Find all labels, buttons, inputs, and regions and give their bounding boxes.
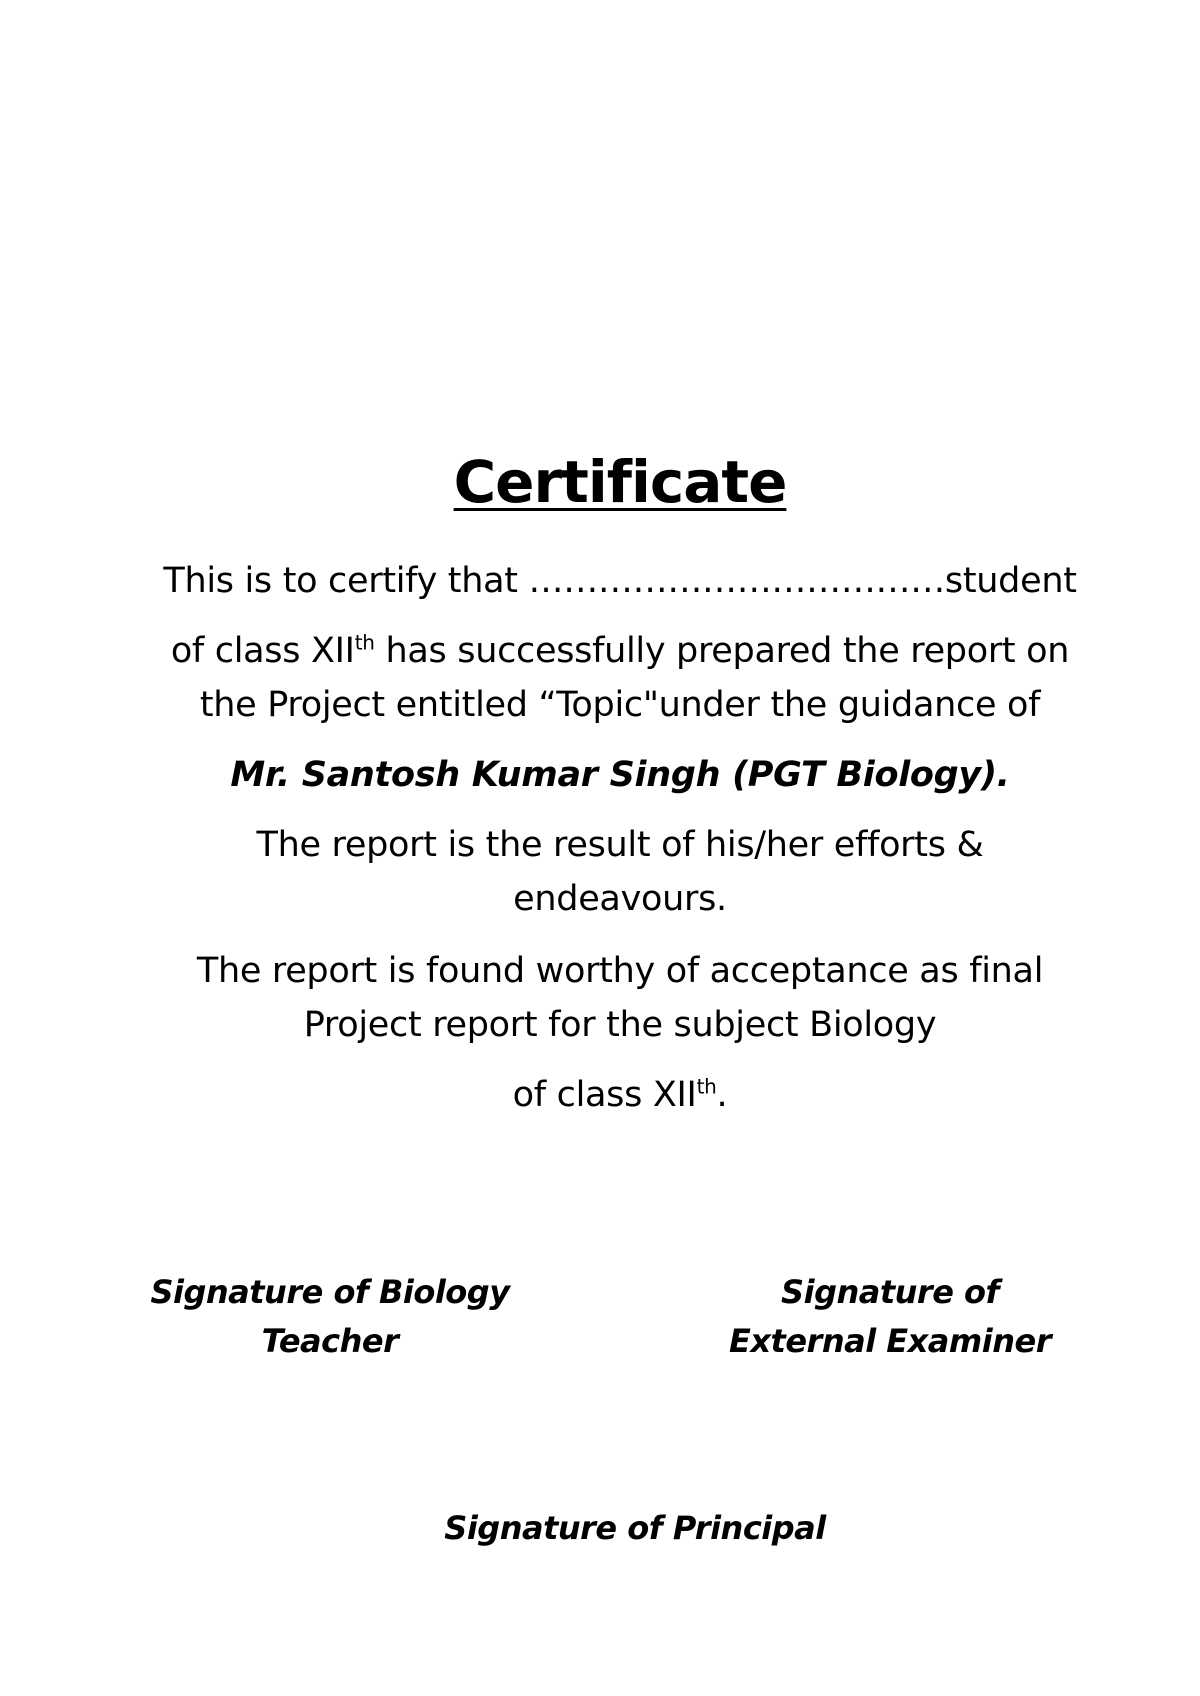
teacher-signature-label <box>140 1268 520 1366</box>
guide-name: Mr. Santosh Kumar Singh (PGT Biology). <box>230 755 1010 795</box>
student-name-blank: ……………………………… <box>528 561 945 601</box>
class-closing-line <box>130 1068 1110 1122</box>
principal-signature-label: Signature of Principal <box>444 1509 826 1547</box>
class-line <box>130 624 1110 732</box>
examiner-signature-line-2: External Examiner <box>729 1322 1051 1360</box>
certify-suffix: student <box>944 561 1077 601</box>
closing-class-prefix: of class XII <box>512 1075 697 1115</box>
certificate-title: Certificate <box>453 448 787 516</box>
effort-line-1: The report is the result of his/her efforts & <box>256 825 984 865</box>
acceptance-paragraph <box>130 944 1110 1052</box>
project-line: the Project entitled “Topic"under the guidance of <box>199 685 1041 725</box>
acceptance-line-2: Project report for the subject Biology <box>303 1005 937 1045</box>
acceptance-line-1: The report is found worthy of acceptance as final <box>196 951 1044 991</box>
teacher-signature-line-1: Signature of Biology <box>150 1273 510 1311</box>
closing-class-superscript: th <box>696 1074 717 1099</box>
class-prefix: of class XII <box>170 631 355 671</box>
closing-class-suffix: . <box>716 1075 728 1115</box>
class-superscript: th <box>354 630 375 655</box>
class-suffix: has successfully prepared the report on <box>374 631 1070 671</box>
examiner-signature-label <box>700 1268 1080 1366</box>
teacher-signature-line-2: Teacher <box>261 1322 399 1360</box>
effort-line-2: endeavours. <box>513 879 727 919</box>
effort-paragraph <box>130 818 1110 926</box>
examiner-signature-line-1: Signature of <box>781 1273 999 1311</box>
certify-line <box>130 554 1110 608</box>
certify-prefix: This is to certify that <box>163 561 529 601</box>
